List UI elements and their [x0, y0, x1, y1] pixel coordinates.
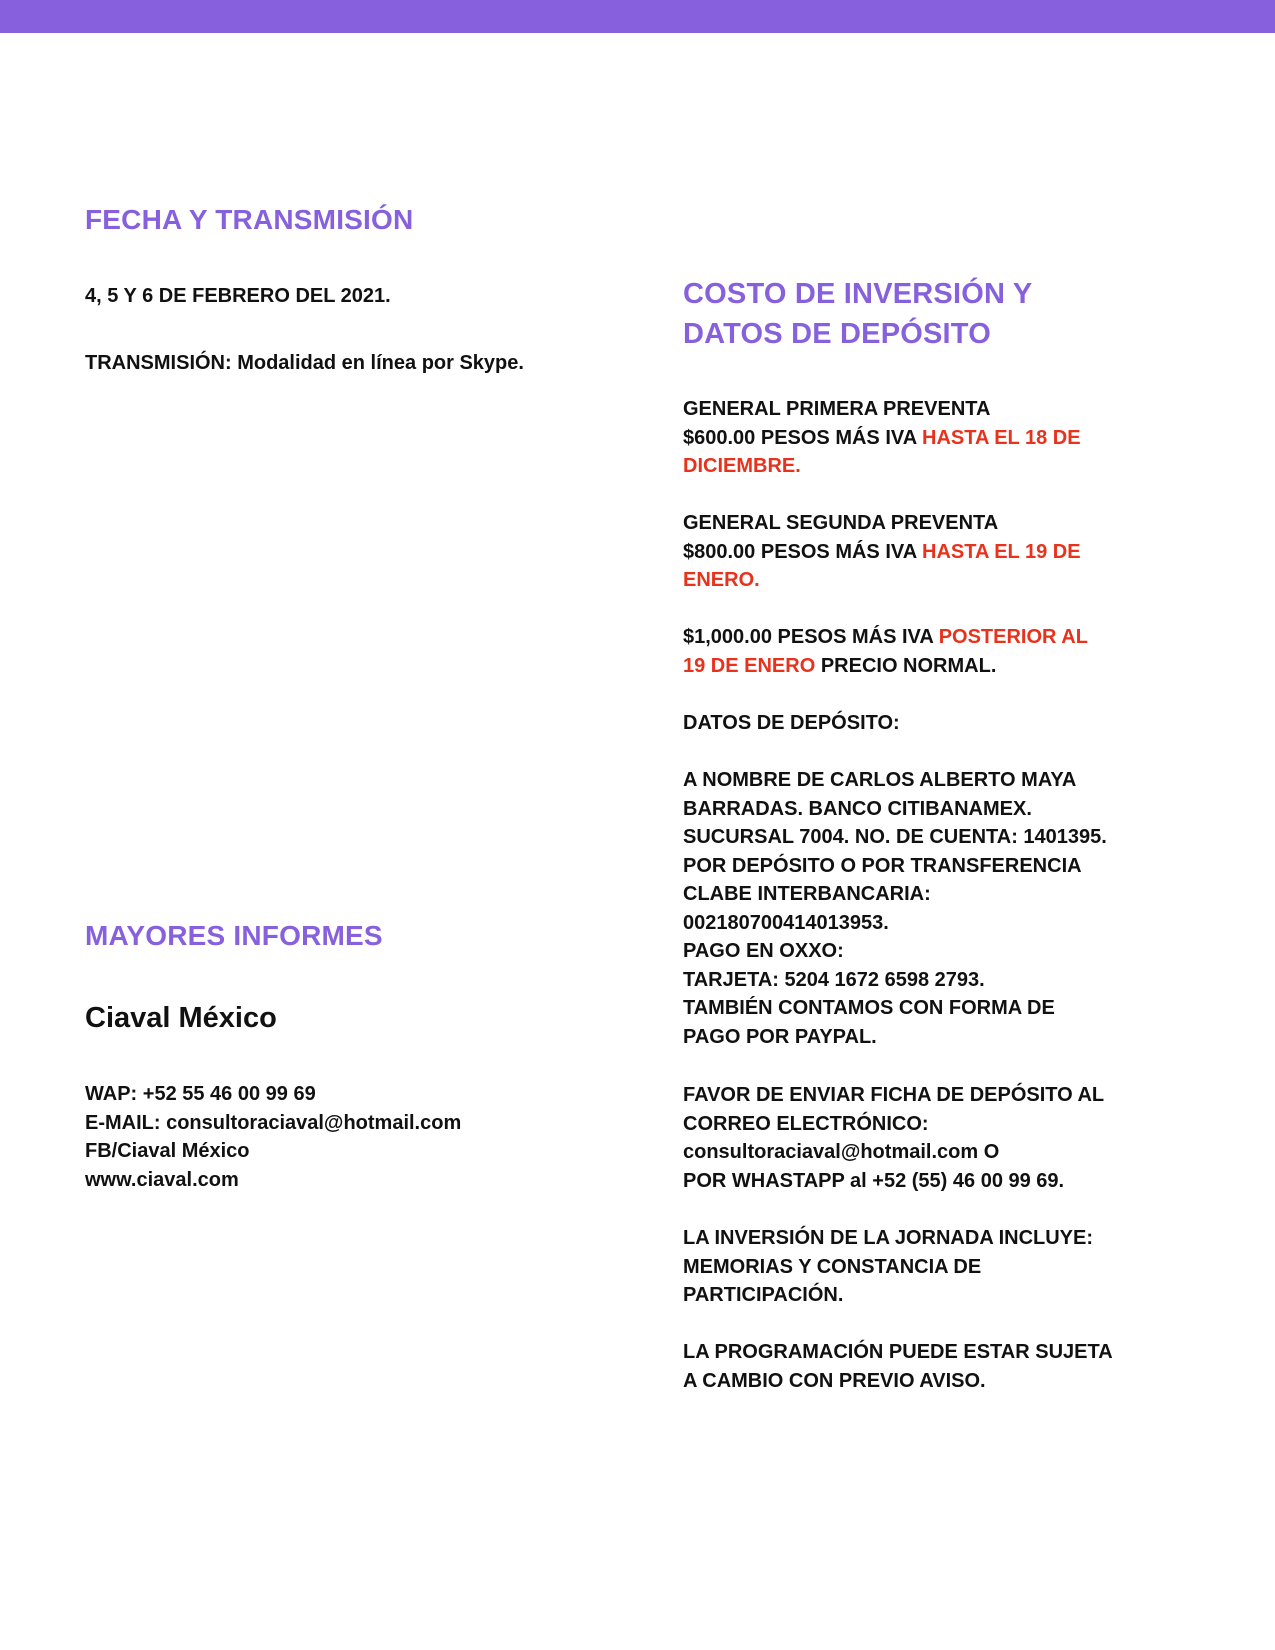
- deposito-line: POR DEPÓSITO O POR TRANSFERENCIA: [683, 854, 1082, 877]
- transmission-info: TRANSMISIÓN: Modalidad en línea por Skype.: [85, 352, 524, 374]
- preventa-2-title: GENERAL SEGUNDA PREVENTA: [683, 512, 999, 534]
- incluye-line: LA INVERSIÓN DE LA JORNADA INCLUYE:: [683, 1227, 1094, 1249]
- precio-normal-deadline-cont: 19 DE ENERO: [683, 654, 816, 677]
- precio-normal-line2: [683, 652, 1088, 681]
- deposito-title: DATOS DE DEPÓSITO:: [683, 712, 900, 734]
- preventa-1-deadline: HASTA EL 18 DE: [922, 426, 1081, 449]
- deposito-line: TARJETA: 5204 1672 6598 2793.: [683, 968, 985, 991]
- facebook-contact: FB/Ciaval México: [85, 1140, 250, 1162]
- ficha-instructions: [683, 1081, 1104, 1195]
- precio-normal-suffix: PRECIO NORMAL.: [815, 654, 997, 677]
- deposito-line: 002180700414013953.: [683, 911, 889, 934]
- preventa-2-deadline-cont: ENERO.: [683, 569, 760, 591]
- preventa-2: [683, 509, 1081, 595]
- precio-normal-deadline: POSTERIOR AL: [938, 626, 1088, 648]
- incluye-line: MEMORIAS Y CONSTANCIA DE: [683, 1255, 982, 1278]
- ficha-line: consultoraciaval@hotmail.com O: [683, 1141, 1000, 1163]
- ficha-line: POR WHASTAPP al +52 (55) 46 00 99 69.: [683, 1169, 1065, 1192]
- incluye-line: PARTICIPACIÓN.: [683, 1284, 844, 1306]
- preventa-1-price-line: [683, 424, 1081, 453]
- deposito-line: BARRADAS. BANCO CITIBANAMEX.: [683, 797, 1032, 820]
- costo-heading: [683, 274, 1032, 354]
- contact-list: [85, 1080, 461, 1194]
- precio-normal: [683, 623, 1088, 680]
- email-contact: E-MAIL: consultoraciaval@hotmail.com: [85, 1111, 462, 1134]
- informes-heading: MAYORES INFORMES: [85, 920, 383, 951]
- deposito-line: TAMBIÉN CONTAMOS CON FORMA DE: [683, 997, 1055, 1019]
- programacion-line: LA PROGRAMACIÓN PUEDE ESTAR SUJETA: [683, 1341, 1113, 1363]
- deposito-line: PAGO EN OXXO:: [683, 940, 844, 962]
- preventa-1-title: GENERAL PRIMERA PREVENTA: [683, 398, 991, 420]
- ficha-line: FAVOR DE ENVIAR FICHA DE DEPÓSITO AL: [683, 1084, 1105, 1106]
- organization-name: Ciaval México: [85, 1002, 277, 1034]
- costo-heading-line1: COSTO DE INVERSIÓN Y: [683, 278, 1033, 310]
- costo-heading-line2: DATOS DE DEPÓSITO: [683, 318, 991, 350]
- whatsapp-contact: WAP: +52 55 46 00 99 69: [85, 1083, 316, 1105]
- preventa-2-price: $800.00 PESOS MÁS IVA: [683, 540, 922, 563]
- top-accent-bar: [0, 0, 1275, 33]
- deposito-line: A NOMBRE DE CARLOS ALBERTO MAYA: [683, 769, 1077, 791]
- fecha-heading: FECHA Y TRANSMISIÓN: [85, 204, 414, 235]
- programacion-line: A CAMBIO CON PREVIO AVISO.: [683, 1369, 986, 1392]
- preventa-1: [683, 395, 1081, 481]
- deposito-details: [683, 766, 1107, 1051]
- preventa-2-price-line: [683, 538, 1081, 567]
- deposito-line: SUCURSAL 7004. NO. DE CUENTA: 1401395.: [683, 826, 1107, 848]
- deposito-line: PAGO POR PAYPAL.: [683, 1025, 877, 1048]
- preventa-1-deadline-cont: DICIEMBRE.: [683, 455, 801, 477]
- preventa-1-price: $600.00 PESOS MÁS IVA: [683, 426, 922, 449]
- event-dates: 4, 5 Y 6 DE FEBRERO DEL 2021.: [85, 285, 391, 307]
- inversion-incluye: [683, 1224, 1093, 1310]
- programacion-notice: [683, 1338, 1113, 1395]
- ficha-line: CORREO ELECTRÓNICO:: [683, 1112, 929, 1135]
- website-contact: www.ciaval.com: [85, 1168, 239, 1191]
- precio-normal-price: $1,000.00 PESOS MÁS IVA: [683, 626, 939, 648]
- precio-normal-line1: [683, 623, 1088, 652]
- deposito-line: CLABE INTERBANCARIA:: [683, 883, 931, 905]
- preventa-2-deadline: HASTA EL 19 DE: [922, 540, 1081, 563]
